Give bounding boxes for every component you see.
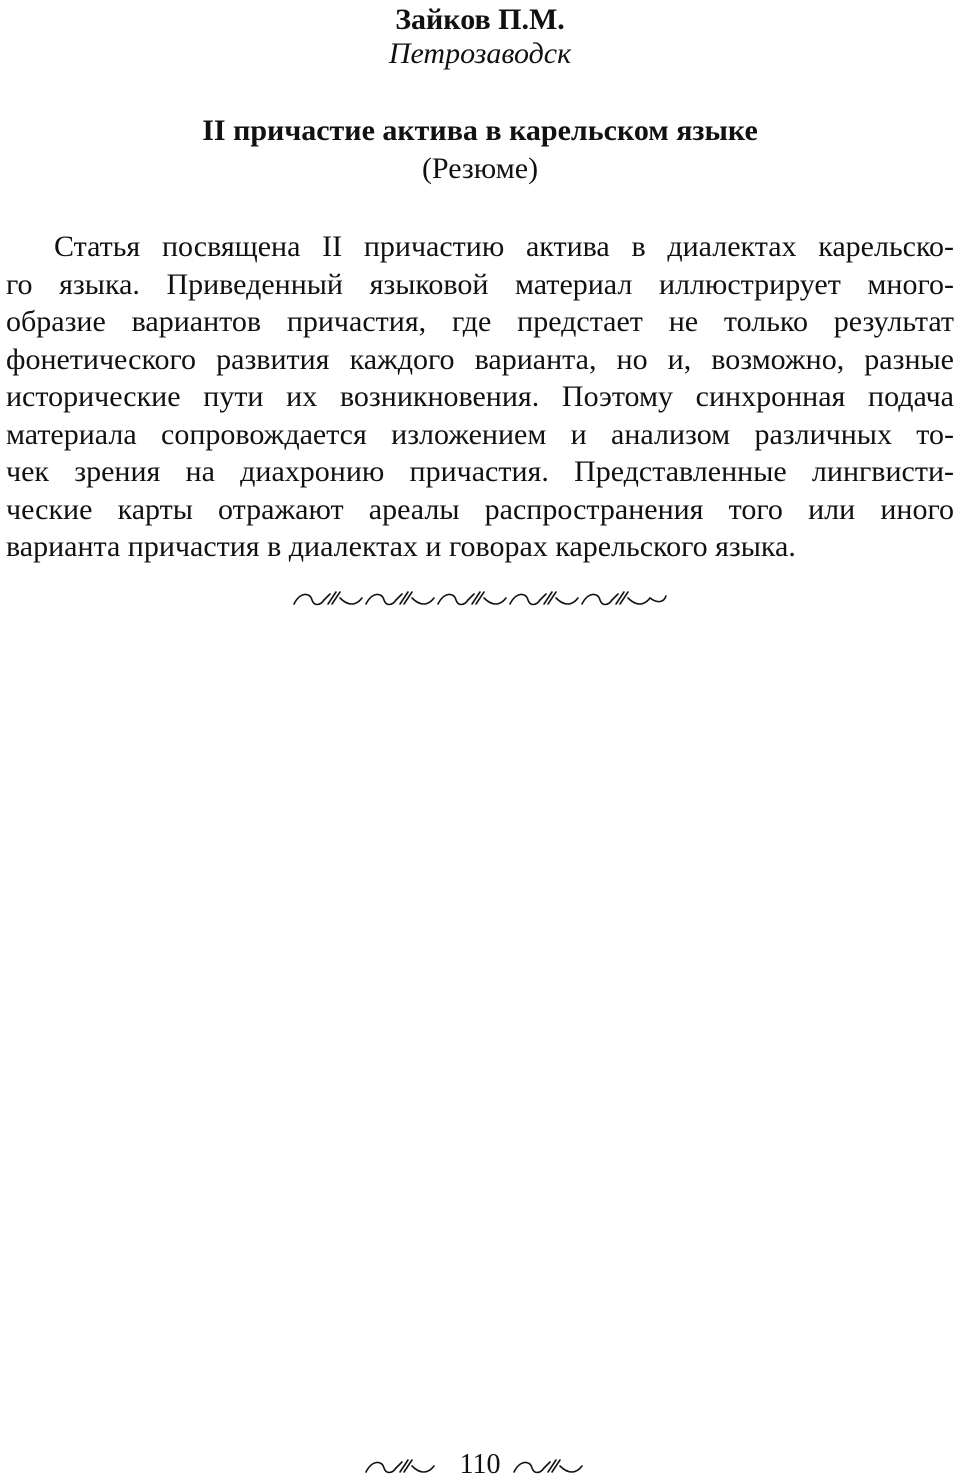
abstract-line: чек зрения на диахронию причастия. Представленные лингвисти- xyxy=(6,455,954,488)
abstract-line: Статья посвящена II причастию актива в диалектах карельско- xyxy=(54,230,954,263)
abstract-line: го языка. Приведенный языковой материал иллюстрирует много- xyxy=(6,267,954,301)
article-title: II причастие актива в карельском языке xyxy=(202,114,758,147)
flourish-left-icon xyxy=(362,1456,438,1478)
ornament-divider-icon xyxy=(290,586,670,612)
author-city: Петрозаводск xyxy=(388,37,572,70)
article-subtitle: (Резюме) xyxy=(421,152,539,185)
flourish-right-icon xyxy=(510,1456,586,1478)
page-footer xyxy=(0,1448,960,1482)
abstract-line: образие вариантов причастия, где предстает не только результат xyxy=(6,305,954,338)
author-name: Зайков П.М. xyxy=(395,3,565,36)
abstract-line: ческие карты отражают ареалы распространения того или иного xyxy=(6,492,954,526)
abstract-text xyxy=(6,228,954,566)
page-number: 110 xyxy=(459,1449,501,1480)
abstract-line: исторические пути их возникновения. Поэтому синхронная подача xyxy=(6,380,954,413)
abstract-line: фонетического развития каждого варианта, но и, возможно, разные xyxy=(6,342,954,376)
abstract-line: материала сопровождается изложением и анализом различных то- xyxy=(6,417,954,451)
abstract-line: варианта причастия в диалектах и говорах карельского языка. xyxy=(6,530,796,563)
